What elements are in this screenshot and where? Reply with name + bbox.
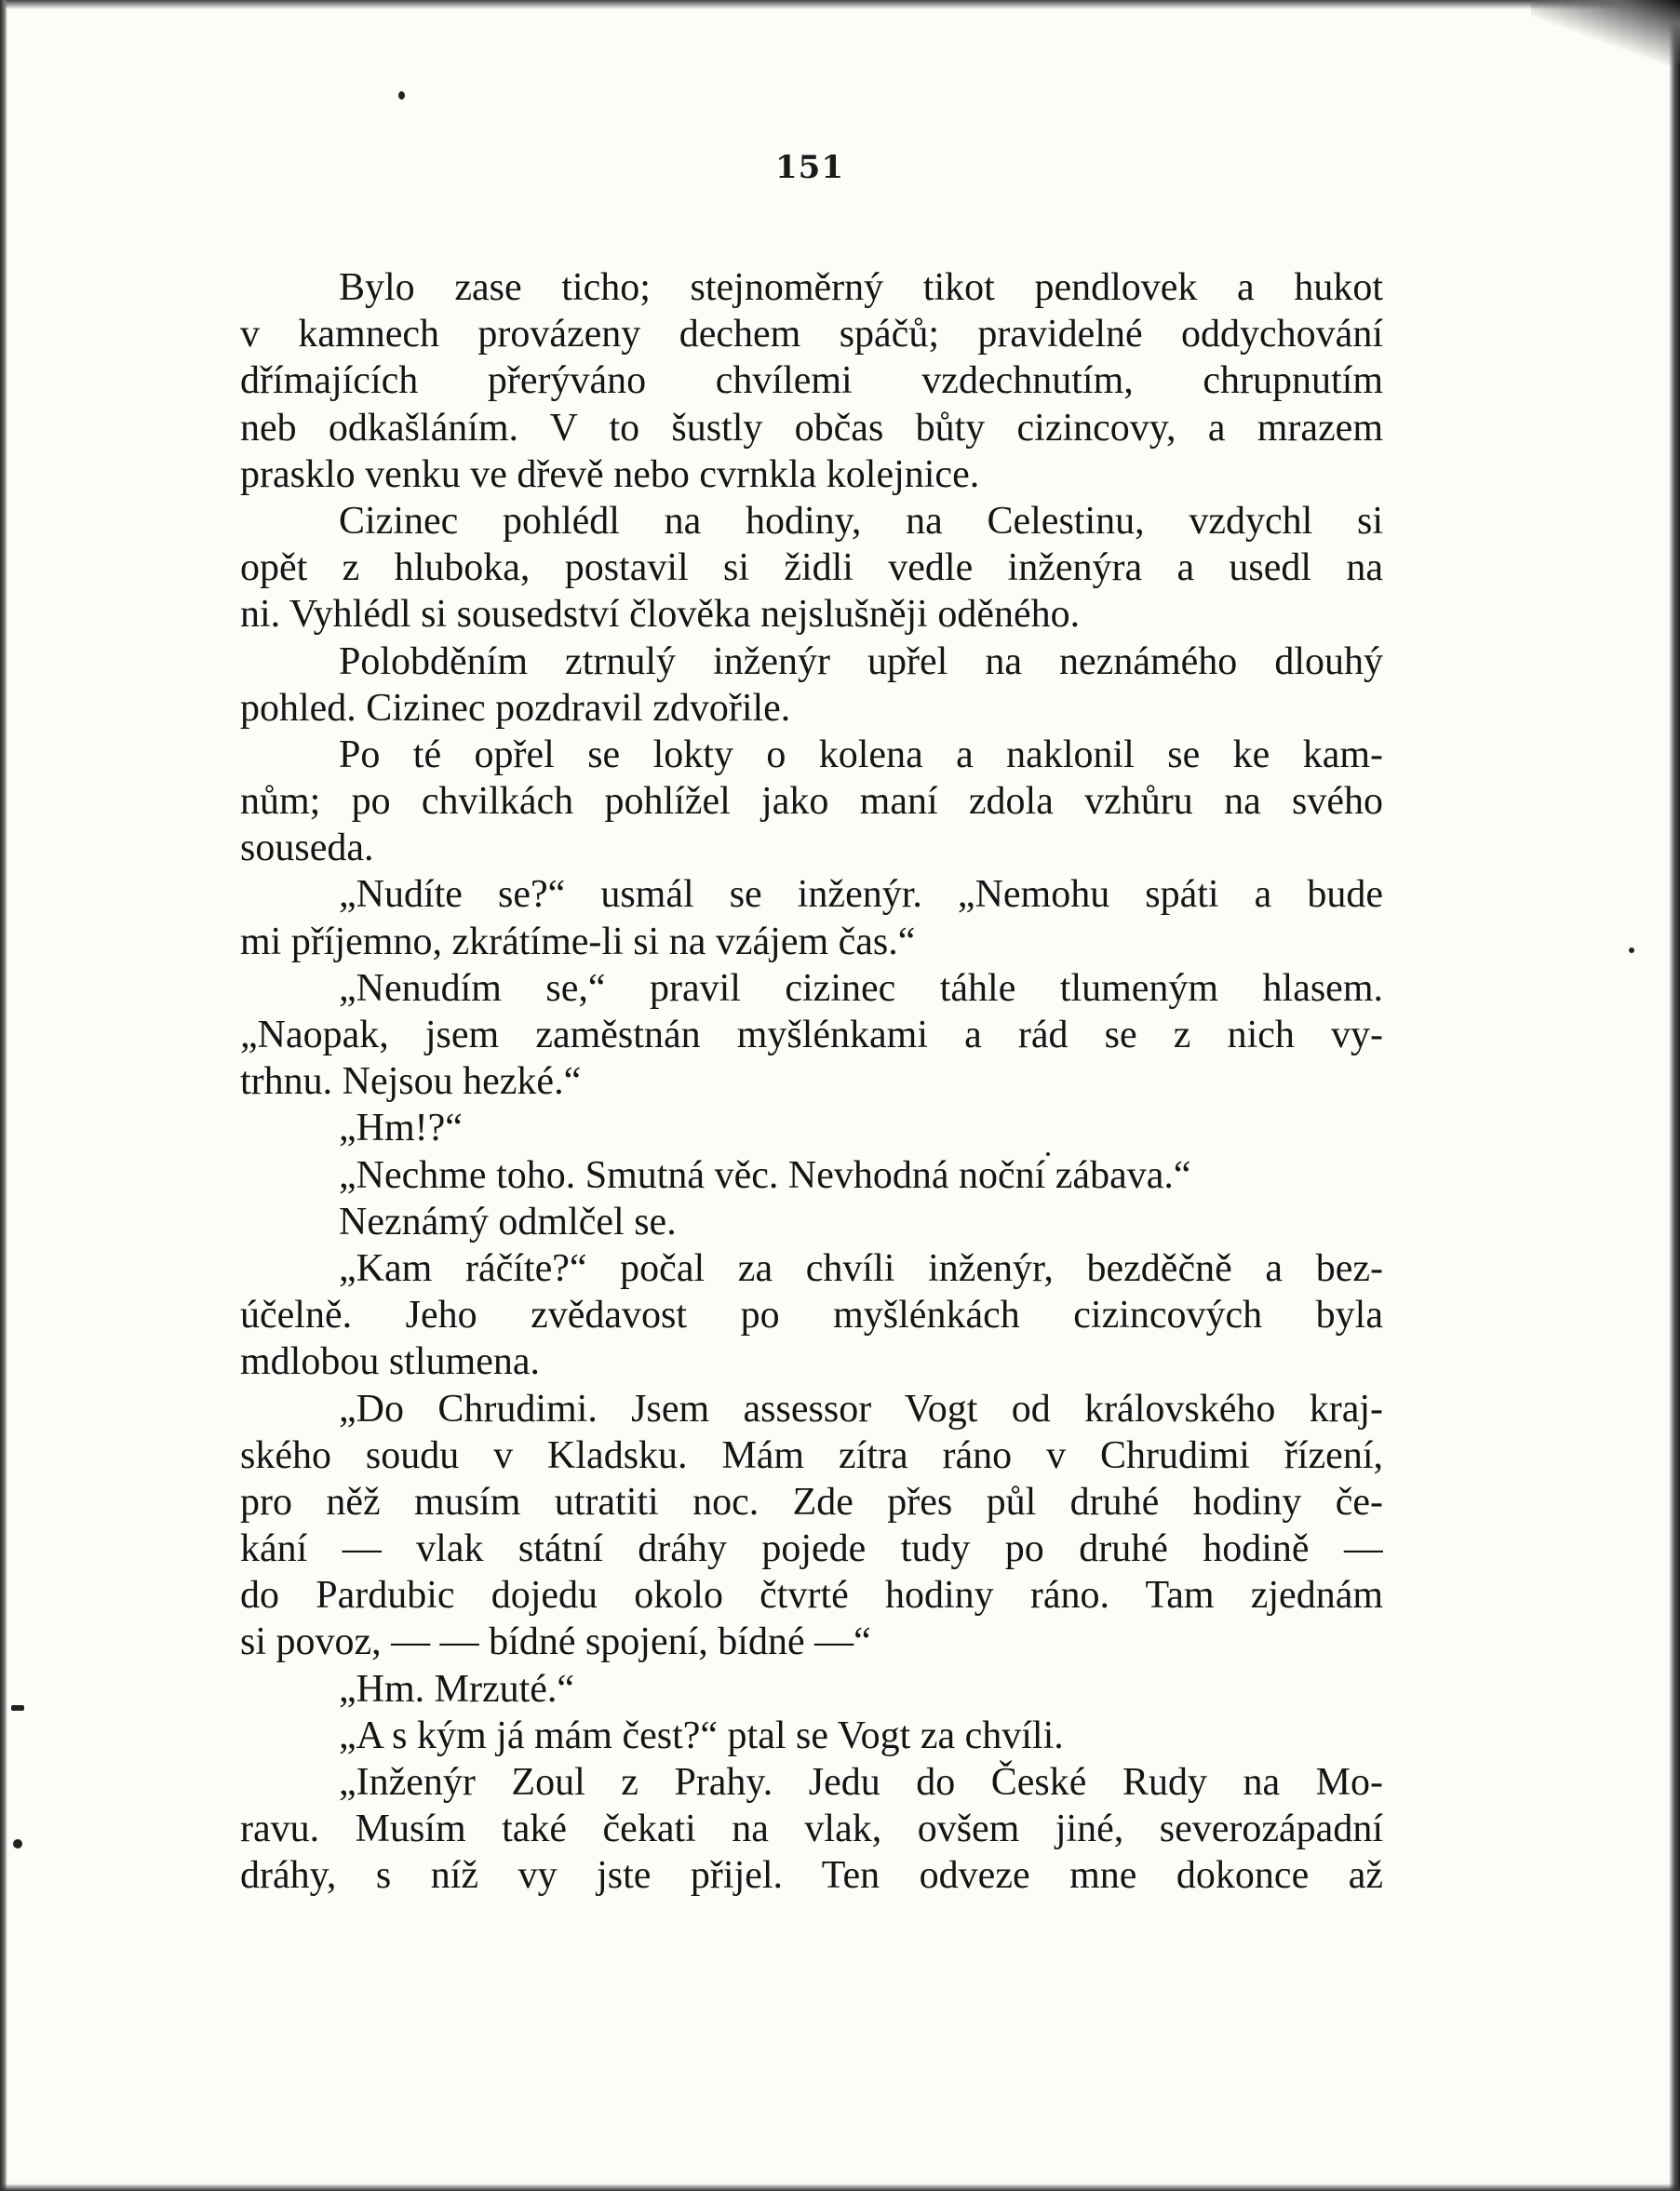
text-line: Po té opřel se lokty o kolena a naklonil se ke kam-: [339, 733, 1383, 776]
text-line: „Do Chrudimi. Jsem assessor Vogt od královského kraj-: [339, 1387, 1383, 1431]
text-line: „Nudíte se?“ usmál se inženýr. „Nemohu spáti a bude: [339, 873, 1383, 917]
page-edge-bottom-shadow: [0, 2184, 1680, 2191]
text-line: „Kam ráčíte?“ počal za chvíli inženýr, bezděčně a bez-: [339, 1246, 1383, 1290]
text-line: „Nenudím se,“ pravil cizinec táhle tlumeným hlasem.: [339, 966, 1383, 1010]
text-line: mi příjemno, zkrátíme-li si na vzájem čas.“: [240, 920, 916, 963]
text-line: dráhy, s níž vy jste přijel. Ten odveze mne dokonce až: [240, 1854, 1383, 1898]
text-line: „Inženýr Zoul z Prahy. Jedu do České Rudy na Mo-: [339, 1761, 1383, 1804]
page-edge-left-shadow: [0, 0, 7, 2191]
text-line: neb odkašláním. V to šustly občas bůty cizincovy, a mrazem: [240, 406, 1383, 450]
body-text: [240, 264, 1383, 1900]
text-line: Polobděním ztrnulý inženýr upřel na neznámého dlouhý: [339, 639, 1383, 683]
text-line: trhnu. Nejsou hezké.“: [240, 1060, 582, 1104]
text-line: „A s kým já mám čest?“ ptal se Vogt za chvíli.: [339, 1714, 1064, 1757]
text-line: Cizinec pohlédl na hodiny, na Celestinu, vzdychl si: [339, 499, 1383, 543]
ink-speck: [11, 1705, 24, 1711]
text-line: kání — vlak státní dráhy pojede tudy po druhé hodině —: [240, 1527, 1383, 1571]
text-line: mdlobou stlumena.: [240, 1340, 540, 1384]
ink-speck: [1629, 948, 1634, 953]
text-line: prasklo venku ve dřevě nebo cvrnkla kolejnice.: [240, 452, 980, 496]
page-corner-shadow: [1531, 0, 1680, 65]
ink-speck: [13, 1839, 22, 1848]
page-number: 151: [775, 149, 844, 186]
text-line: pro něž musím utratiti noc. Zde přes půl druhé hodiny če-: [240, 1480, 1383, 1524]
text-line: dřímajících přerýváno chvílemi vzdechnutím, chrupnutím: [240, 359, 1383, 403]
text-line: účelně. Jeho zvědavost po myšlénkách cizincových byla: [240, 1294, 1383, 1337]
text-line: ravu. Musím také čekati na vlak, ovšem jiné, severozápadní: [240, 1808, 1383, 1851]
text-line: souseda.: [240, 827, 374, 870]
text-line: nům; po chvilkách pohlížel jako maní zdola vzhůru na svého: [240, 780, 1383, 824]
text-line: Neznámý odmlčel se.: [339, 1200, 677, 1243]
text-line: pohled. Cizinec pozdravil zdvořile.: [240, 686, 791, 730]
ink-speck: [398, 91, 405, 100]
text-line: si povoz, — — bídné spojení, bídné —“: [240, 1620, 871, 1664]
text-line: „Nechme toho. Smutná věc. Nevhodná noční zábava.“: [339, 1153, 1191, 1197]
text-line: ského soudu v Kladsku. Mám zítra ráno v Chrudimi řízení,: [240, 1433, 1383, 1477]
text-line: do Pardubic dojedu okolo čtvrté hodiny ráno. Tam zjednám: [240, 1574, 1383, 1618]
text-line: „Hm!?“: [339, 1107, 463, 1150]
text-line: opět z hluboka, postavil si židli vedle inženýra a usedl na: [240, 546, 1383, 590]
text-line: Bylo zase ticho; stejnoměrný tikot pendlovek a hukot: [339, 266, 1383, 309]
page-edge-top-shadow: [0, 0, 1680, 9]
text-line: ni. Vyhlédl si sousedství člověka nejslušněji oděného.: [240, 593, 1081, 637]
text-line: v kamnech provázeny dechem spáčů; pravidelné oddychování: [240, 313, 1383, 356]
text-line: „Hm. Mrzuté.“: [339, 1667, 575, 1711]
text-line: „Naopak, jsem zaměstnán myšlénkami a rád se z nich vy-: [240, 1014, 1383, 1056]
page-edge-right-shadow: [1669, 0, 1680, 2191]
